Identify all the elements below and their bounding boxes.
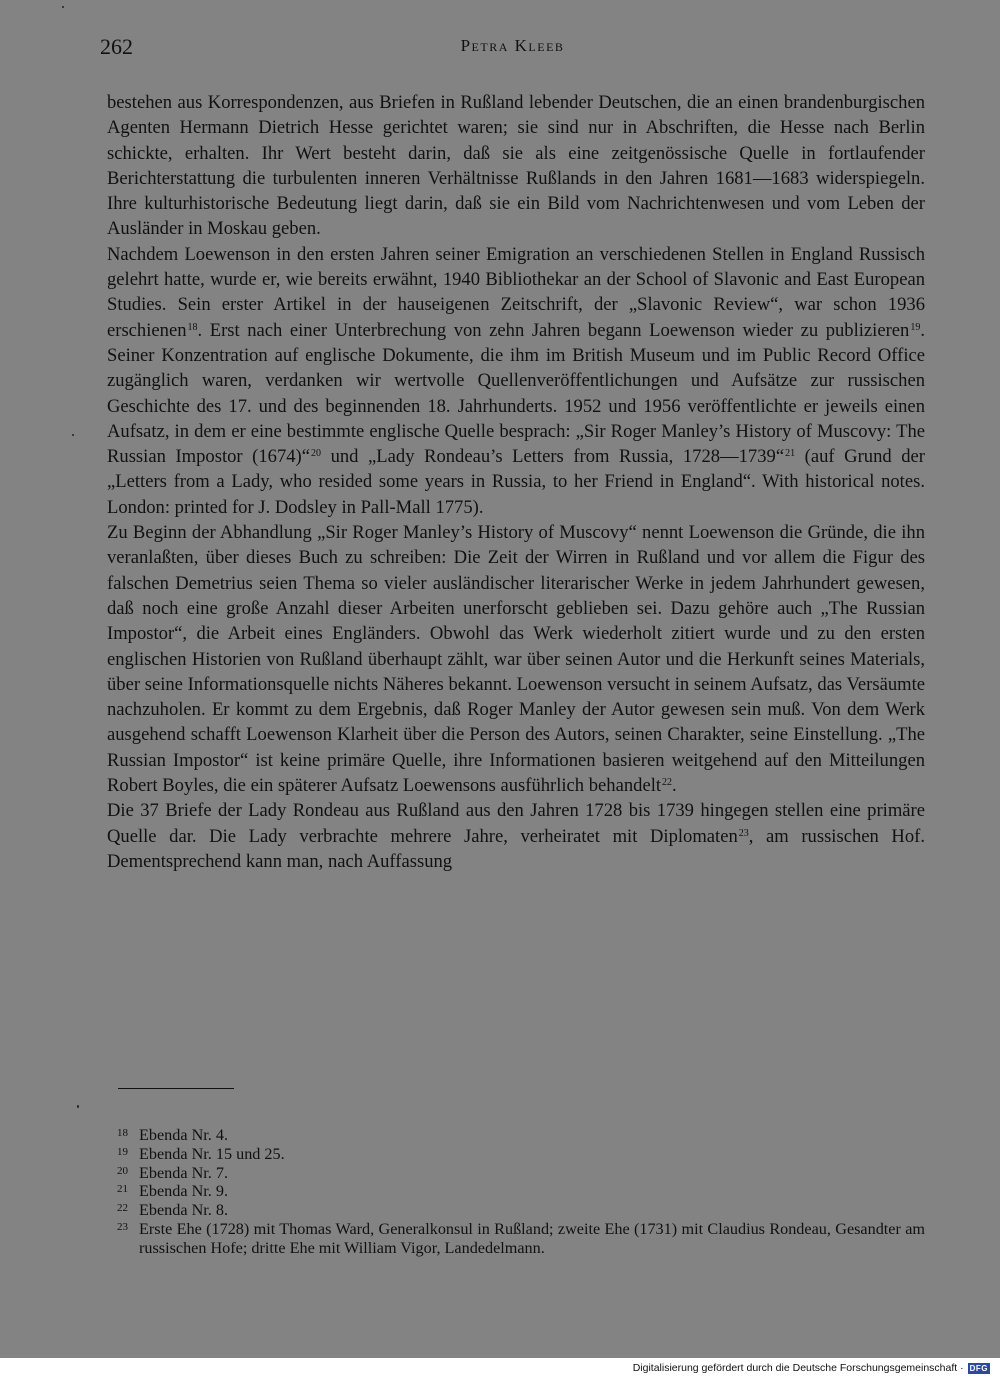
- footnote-divider: [118, 1088, 234, 1089]
- paragraph-3: [107, 520, 925, 798]
- footnote-text: Ebenda Nr. 15 und 25.: [139, 1144, 285, 1163]
- footnote-text: Ebenda Nr. 8.: [139, 1201, 229, 1220]
- footnote-ref-22[interactable]: 22: [662, 777, 673, 789]
- footnote-19: 19 Ebenda Nr. 15 und 25.: [117, 1144, 285, 1163]
- paragraph-1: [107, 90, 925, 242]
- scan-speck: [77, 1105, 79, 1108]
- footnote-20: 20 Ebenda Nr. 7.: [117, 1163, 229, 1182]
- footnote-22: 22 Ebenda Nr. 8.: [117, 1201, 229, 1220]
- running-head: Petra Kleeb: [460, 36, 565, 55]
- body-text: [107, 90, 925, 874]
- footnote-ref-20[interactable]: 20: [311, 448, 321, 460]
- dfg-logo-icon[interactable]: DFG: [969, 1363, 988, 1373]
- footnote-text: Ebenda Nr. 4.: [139, 1126, 229, 1144]
- paragraph-2-text-c: . Seiner Konzentration auf englische Dokumente, die ihm im British Museum und im Public Record Office zugänglich waren, verdanken wir wertvolle Quellenveröffentlichungen und Aufsätze zur russischen Geschichte des 17. und des beginnenden 18. Jahrhunderts. 1952 und 1956 veröffentlichte er jeweils einen Aufsatz, in dem er eine bestimmte englische Quelle besprach: „Sir Roger Manley’s History of Muscovy: The Russian Impostor (1674)“: [107, 319, 925, 468]
- footnote-text: Erste Ehe (1728) mit Thomas Ward, Generalkonsul in Rußland; zweite Ehe (1731) mit Claudius Rondeau, Gesandter am russischen Hofe; dritte Ehe mit William Vigor, Landedelmann.: [139, 1219, 925, 1257]
- footnote-ref-23[interactable]: 23: [738, 827, 749, 839]
- paragraph-3-text-a: Zu Beginn der Abhandlung „Sir Roger Manley’s History of Muscovy“ nennt Loewenson die Gründe, die ihn veranlaßten, über dieses Buch zu schreiben: Die Zeit der Wirren in Rußland und vor allem die Figur des falschen Demetrius seien Thema so vieler ausländischer literarischer Werke in jedem Jahrhundert gewesen, daß noch eine große Anzahl dieser Arbeiten unerforscht geblieben sei. Dazu gehöre auch „The Russian Impostor“, die Arbeit eines Engländers. Obwohl das Werk wiederholt zitiert wurde und zu den ersten englischen Historien von Rußland überhaupt zählt, war über seinen Autor und die Herkunft seines Materials, über seine Informationsquelle nichts Näheres bekannt. Loewenson versucht in seinem Aufsatz, das Versäumte nachzuholen. Er kommt zu dem Ergebnis, daß Roger Manley der Autor gewesen sein muß. Von dem Werk ausgehend schafft Loewenson Klarheit über die Person des Autors, seinen Charakter, seine Einstellung. „The Russian Impostor“ ist keine primäre Quelle, ihre Informationen basieren weitgehend auf den Mitteilungen Robert Boyles, die ein späterer Aufsatz Loewensons ausführlich behandelt: [107, 522, 925, 797]
- footnotes: [117, 1126, 925, 1258]
- paragraph-2-text-a: Nachdem Loewenson in den ersten Jahren seiner Emigration an verschiedenen Stellen in England Russisch gelehrt hatte, wurde er, wie bereits erwähnt, 1940 Bibliothekar an der School of Slavonic and East European Studies. Sein erster Artikel in der hauseigenen Zeitschrift, der „Slavonic Review“, war schon 1936 erschienen: [107, 243, 925, 341]
- paragraph-1-text: bestehen aus Korrespondenzen, aus Briefen in Rußland lebender Deutschen, die an einen brandenburgischen Agenten Hermann Dietrich Hesse gerichtet waren; sie sind nur in Abschriften, die Hesse nach Berlin schickte, erhalten. Ihr Wert besteht darin, daß sie als eine zeitgenössische Quelle in fortlaufender Berichterstattung die turbulenten inneren Verhältnisse Rußlands in den Jahren 1681—1683 widerspiegeln. Ihre kulturhistorische Bedeutung liegt darin, daß sie ein Bild vom Nachrichtenwesen und vom Leben der Ausländer in Moskau geben.: [107, 92, 925, 240]
- footnote-ref-19[interactable]: 19: [910, 321, 921, 333]
- footnote-text: Ebenda Nr. 7.: [139, 1163, 229, 1182]
- paragraph-4: [107, 798, 925, 874]
- credit-text: Digitalisierung gefördert durch die Deutsche Forschungsgemeinschaft ·: [632, 1362, 964, 1374]
- footnote-ref-21[interactable]: 21: [785, 448, 796, 460]
- scan-speck: [72, 434, 74, 436]
- footnote-ref-18[interactable]: 18: [187, 321, 198, 333]
- paragraph-2-text-b: . Erst nach einer Unterbrechung von zehn Jahren begann Loewenson wieder zu publizieren: [197, 319, 910, 341]
- page-header: [100, 34, 925, 64]
- paragraph-2: [107, 242, 925, 520]
- footnote-18: 18 Ebenda Nr. 4.: [117, 1126, 229, 1144]
- scan-speck: [62, 6, 64, 8]
- footnote-text: Ebenda Nr. 9.: [139, 1182, 229, 1201]
- paragraph-4-text-b: , am russischen Hof. Dementsprechend kann man, nach Auffassung: [107, 825, 925, 872]
- digitization-credit: [633, 1361, 990, 1375]
- footnote-21: 21 Ebenda Nr. 9.: [117, 1182, 229, 1201]
- paragraph-3-text-b: .: [672, 775, 677, 797]
- page-number: 262: [100, 34, 133, 59]
- paragraph-4-text-a: Die 37 Briefe der Lady Rondeau aus Rußland aus den Jahren 1728 bis 1739 hingegen stellen eine primäre Quelle dar. Die Lady verbrachte mehrere Jahre, verheiratet mit Diplomaten: [107, 800, 925, 847]
- paragraph-2-text-d: und „Lady Rondeau’s Letters from Russia, 1728—1739“: [321, 446, 785, 468]
- footnote-23: 23 Erste Ehe (1728) mit Thomas Ward, Generalkonsul in Rußland; zweite Ehe (1731) mit Claudius Rondeau, Gesandter am russischen Hofe; dritte Ehe mit William Vigor, Landedelmann.: [117, 1219, 925, 1257]
- paragraph-2-text-e: (auf Grund der „Letters from a Lady, who resided some years in Russia, to her Friend in England“. With historical notes. London: printed for J. Dodsley in Pall-Mall 1775).: [107, 446, 925, 518]
